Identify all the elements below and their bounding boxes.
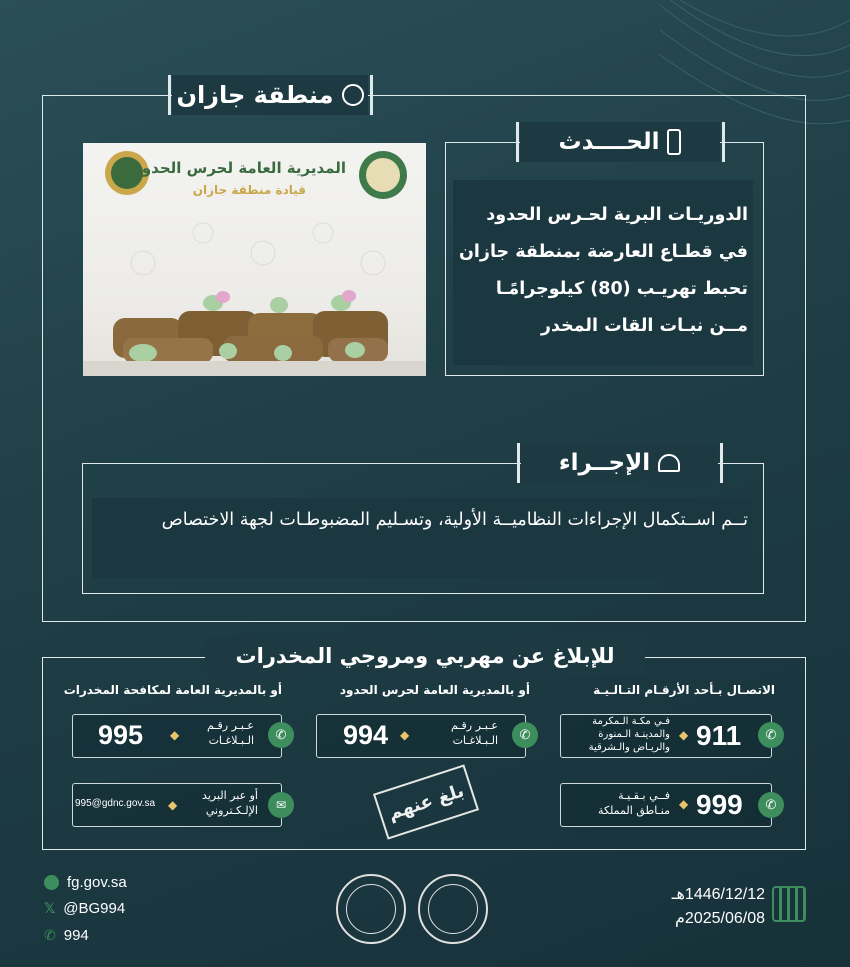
phone-icon: ✆ (758, 722, 784, 748)
chevron-icon: ◆ (400, 728, 410, 742)
hotline-999-region: فــي بـقـيـة منـاطق المملكة (598, 789, 670, 817)
date-gregorian: 2025/06/08م (675, 910, 765, 927)
website-link[interactable] (44, 874, 127, 891)
col3-header: أو بالمديرية العامة لمكافحة المخدرات (63, 683, 282, 697)
phone-icon: ✆ (44, 927, 56, 944)
x-handle: @BG994 (63, 900, 126, 917)
chevron-icon: ◆ (168, 798, 178, 812)
title-bar-right (370, 75, 373, 115)
photo-command: قيادة منطقة جازان (192, 183, 306, 197)
seizure-photo (83, 143, 426, 376)
phone-icon: ✆ (512, 722, 538, 748)
hotline-995: 995 (98, 720, 144, 750)
region-title: منطقة جازان (176, 81, 334, 109)
event-header (520, 122, 720, 162)
agency-emblem-2 (418, 874, 488, 944)
title-bar-left (168, 75, 171, 115)
report-title: للإبلاغ عن مهربي ومروجي المخدرات (235, 644, 615, 668)
hotline-999: 999 (696, 789, 743, 820)
phone-link[interactable] (44, 927, 89, 944)
x-link[interactable] (44, 900, 125, 917)
photo-org-name: المديرية العامة لحرس الحدود (134, 159, 346, 177)
hotline-911: 911 (696, 720, 742, 751)
walkie-talkie-icon (667, 129, 681, 155)
hotline-994: 994 (343, 720, 389, 750)
event-text: الدوريـات البرية لحـرس الحدود في قطـاع العارضة بمنطقة جازان تحبط تهريـب (80) كيلوجرامًـا مــن نبـات القات المخدر (458, 205, 748, 336)
col1-header: الاتصـال بـأحد الأرقـام التـالـيـة (593, 683, 775, 697)
alarm-light-icon (658, 454, 680, 472)
report-header (205, 636, 645, 676)
website-text: fg.gov.sa (67, 874, 127, 891)
phone-icon: ✆ (758, 792, 784, 818)
x-logo-icon: 𝕏 (44, 900, 56, 917)
date-hijri: 1446/12/12هـ (671, 886, 765, 903)
agency-emblem-1 (336, 874, 406, 944)
globe-icon (44, 875, 59, 890)
hotline-995-label: عـبـر رقـم الـبـلاغـات (206, 719, 254, 747)
event-bar-right (722, 122, 725, 162)
hotline-994-label: عـبـر رقـم الـبـلاغـات (450, 719, 498, 747)
footer-phone: 994 (63, 927, 89, 944)
chevron-icon: ◆ (679, 797, 689, 811)
stamp-text: بلغ عنهم (385, 779, 467, 825)
event-title: الحــــدث (558, 129, 660, 155)
chevron-icon: ◆ (170, 728, 180, 742)
chevron-icon: ◆ (679, 728, 689, 742)
action-title: الإجــراء (558, 450, 651, 476)
hotline-911-region: فـي مكـة الـمكرمة والمدينـة الـمنورة والريـاض والـشرقية (588, 716, 670, 753)
envelope-icon: ✉ (268, 792, 294, 818)
col2-header: أو بالمديرية العامة لحرس الحدود (339, 683, 530, 697)
phone-icon: ✆ (268, 722, 294, 748)
email-address[interactable]: 995@gdnc.gov.sa (75, 798, 156, 809)
region-header (172, 75, 368, 115)
action-bar-right (720, 443, 723, 483)
search-globe-icon (342, 84, 364, 106)
action-header (521, 443, 718, 483)
action-bar-left (517, 443, 520, 483)
event-bar-left (516, 122, 519, 162)
email-label: أو عبر البريد الإلـكـتروني (202, 789, 258, 817)
action-text: تــم اســتكمال الإجراءات النظاميــة الأولية، وتسـليم المضبوطـات لجهة الاختصاص (161, 510, 748, 530)
calendar-icon (772, 886, 806, 922)
